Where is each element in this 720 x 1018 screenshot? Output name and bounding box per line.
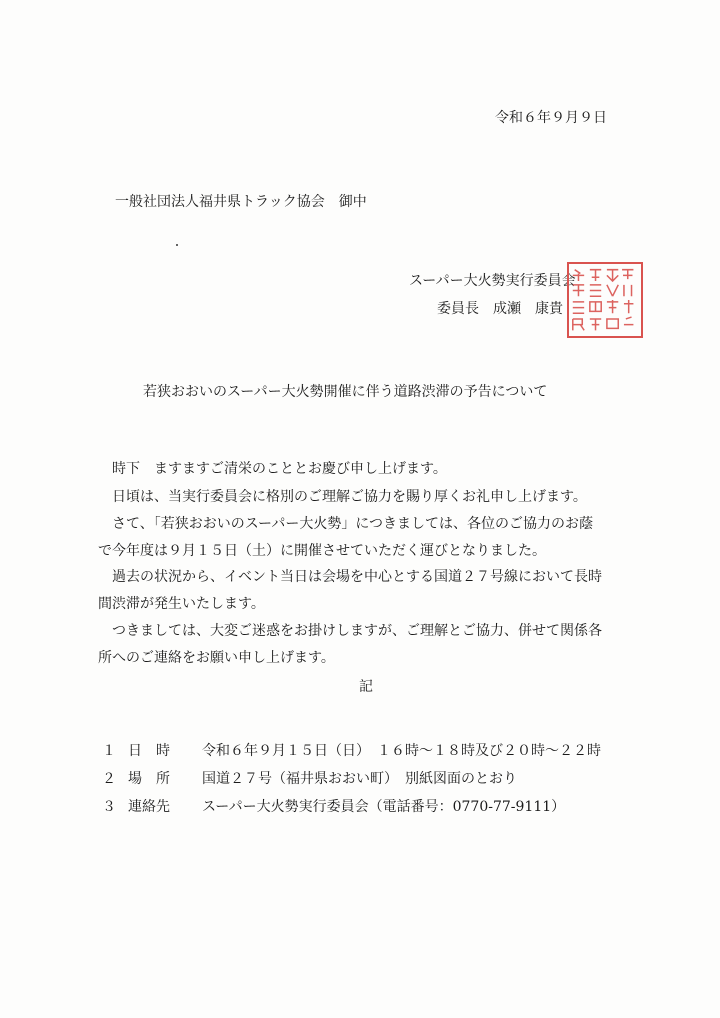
sender-organization: スーパー大火勢実行委員会	[409, 273, 576, 289]
item-value: 令和６年９月１５日（日） １６時～１８時及び２０時～２２時	[202, 743, 601, 759]
item-number: ３	[102, 799, 116, 815]
item-number: ２	[102, 771, 116, 787]
seal-graphic	[569, 264, 641, 336]
body-line: 時下 ますますご清栄のこととお慶び申し上げます。	[98, 461, 447, 477]
body-line: で今年度は９月１５日（土）に開催させていただく運びとなりました。	[98, 543, 546, 559]
body-line: 所へのご連絡をお願い申し上げます。	[98, 650, 335, 666]
official-seal-stamp	[567, 262, 643, 338]
body-line: 過去の状況から、イベント当日は会場を中心とする国道２７号線において長時	[98, 569, 602, 585]
item-label: 場 所	[128, 771, 170, 787]
item-label: 日 時	[128, 743, 170, 759]
item-label: 連絡先	[128, 799, 170, 815]
document-subject: 若狭おおいのスーパー大火勢開催に伴う道路渋滞の予告について	[143, 384, 548, 400]
body-line: つきましては、大変ご迷惑をお掛けしますが、ご理解とご協力、併せて関係各	[98, 623, 602, 639]
sender-chair: 委員長 成瀬 康貴	[437, 301, 563, 317]
item-value: 国道２７号（福井県おおい町） 別紙図面のとおり	[202, 771, 517, 787]
item-number: １	[102, 743, 116, 759]
stray-mark	[176, 244, 178, 246]
body-line: さて、「若狭おおいのスーパー大火勢」につきましては、各位のご協力のお蔭	[98, 516, 594, 532]
body-line: 日頃は、当実行委員会に格別のご理解ご協力を賜り厚くお礼申し上げます。	[98, 489, 587, 505]
body-line: 間渋滞が発生いたします。	[98, 596, 265, 612]
item-value: スーパー大火勢実行委員会（電話番号：0770-77-9111）	[202, 799, 566, 815]
addressee: 一般社団法人福井県トラック協会 御中	[115, 194, 367, 210]
document-date: 令和６年９月９日	[495, 110, 607, 126]
ki-heading: 記	[359, 679, 373, 695]
